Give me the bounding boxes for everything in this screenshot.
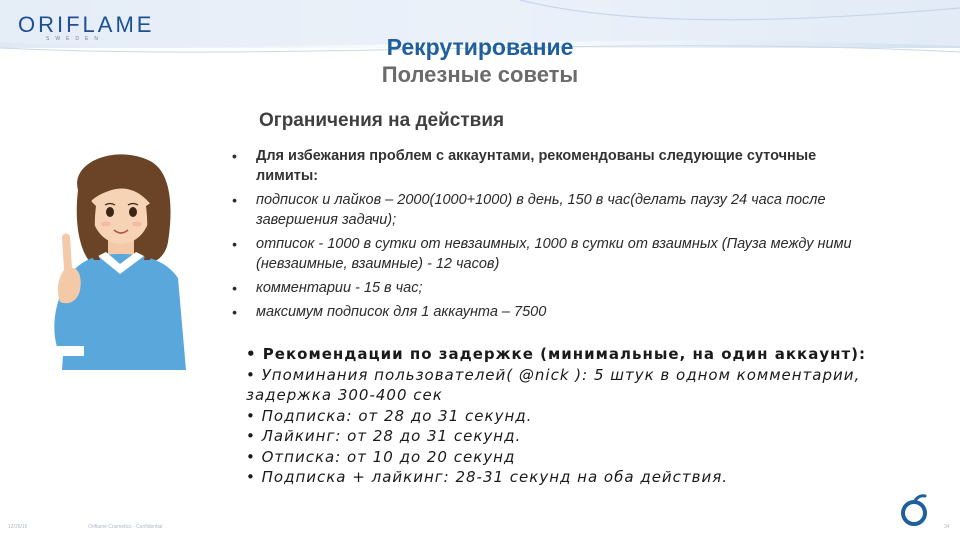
limits-item: [232, 234, 882, 274]
limits-item-text: максимум подписок для 1 аккаунта – 7500: [256, 304, 547, 320]
cuff: [54, 346, 84, 356]
bullet-icon: •: [232, 280, 237, 296]
recommendation-item: • Подписка: от 28 до 31 секунд.: [246, 406, 533, 425]
page-number: 34: [944, 524, 950, 530]
recommendation-item: • Подписка + лайкинг: 28-31 секунд на оба действия.: [246, 468, 729, 486]
bullet-icon: •: [232, 192, 237, 208]
girl-illustration: [40, 150, 200, 370]
left-cheek: [101, 222, 111, 227]
recommendations-block: [246, 344, 866, 488]
section-heading: Ограничения на действия: [259, 110, 505, 131]
left-eye: [106, 207, 114, 217]
bullet-icon: •: [232, 236, 237, 252]
limits-lead: [232, 146, 882, 186]
footer-date: 12/26/16: [8, 524, 28, 530]
oriflame-swirl-icon: [897, 493, 931, 529]
limits-item: [232, 278, 882, 298]
slide-subtitle: Полезные советы: [381, 62, 579, 87]
bullet-icon: •: [232, 148, 237, 164]
footer: [0, 520, 960, 540]
limits-item-text: отписок - 1000 в сутки от невзаимных, 1000 в сутки от взаимных (Пауза между ними (невзаимные, взаимные) - 12 часов): [256, 236, 852, 272]
recommendation-item: • Отписка: от 10 до 20 секунд: [246, 447, 516, 466]
limits-list: [232, 146, 882, 326]
limits-item-text: комментарии - 15 в час;: [256, 280, 423, 296]
limits-item: [232, 302, 882, 322]
recommendation-item: • Упоминания пользователей( @nick ): 5 штук в одном комментарии, задержка 300-400 сек: [246, 365, 861, 404]
right-eye: [129, 207, 137, 217]
recommendation-item: • Лайкинг: от 28 до 31 секунд.: [246, 427, 522, 445]
right-cheek: [132, 222, 142, 227]
recommendations-heading: • Рекомендации по задержке (минимальные, на один аккаунт):: [246, 345, 867, 363]
bullet-icon: •: [232, 304, 237, 320]
limits-item: [232, 190, 882, 230]
footer-note: Oriflame Cosmetics - Confidential: [88, 524, 163, 530]
limits-item-text: подписок и лайков – 2000(1000+1000) в день, 150 в час(делать паузу 24 часа после завершения задачи);: [256, 192, 826, 228]
logo-wordmark: ORIFLAME: [18, 12, 155, 37]
slide-title: Рекрутирование: [386, 34, 574, 60]
logo-subtext: SWEDEN: [46, 36, 104, 42]
limits-lead-text: Для избежания проблем с аккаунтами, рекомендованы следующие суточные лимиты:: [256, 148, 817, 184]
